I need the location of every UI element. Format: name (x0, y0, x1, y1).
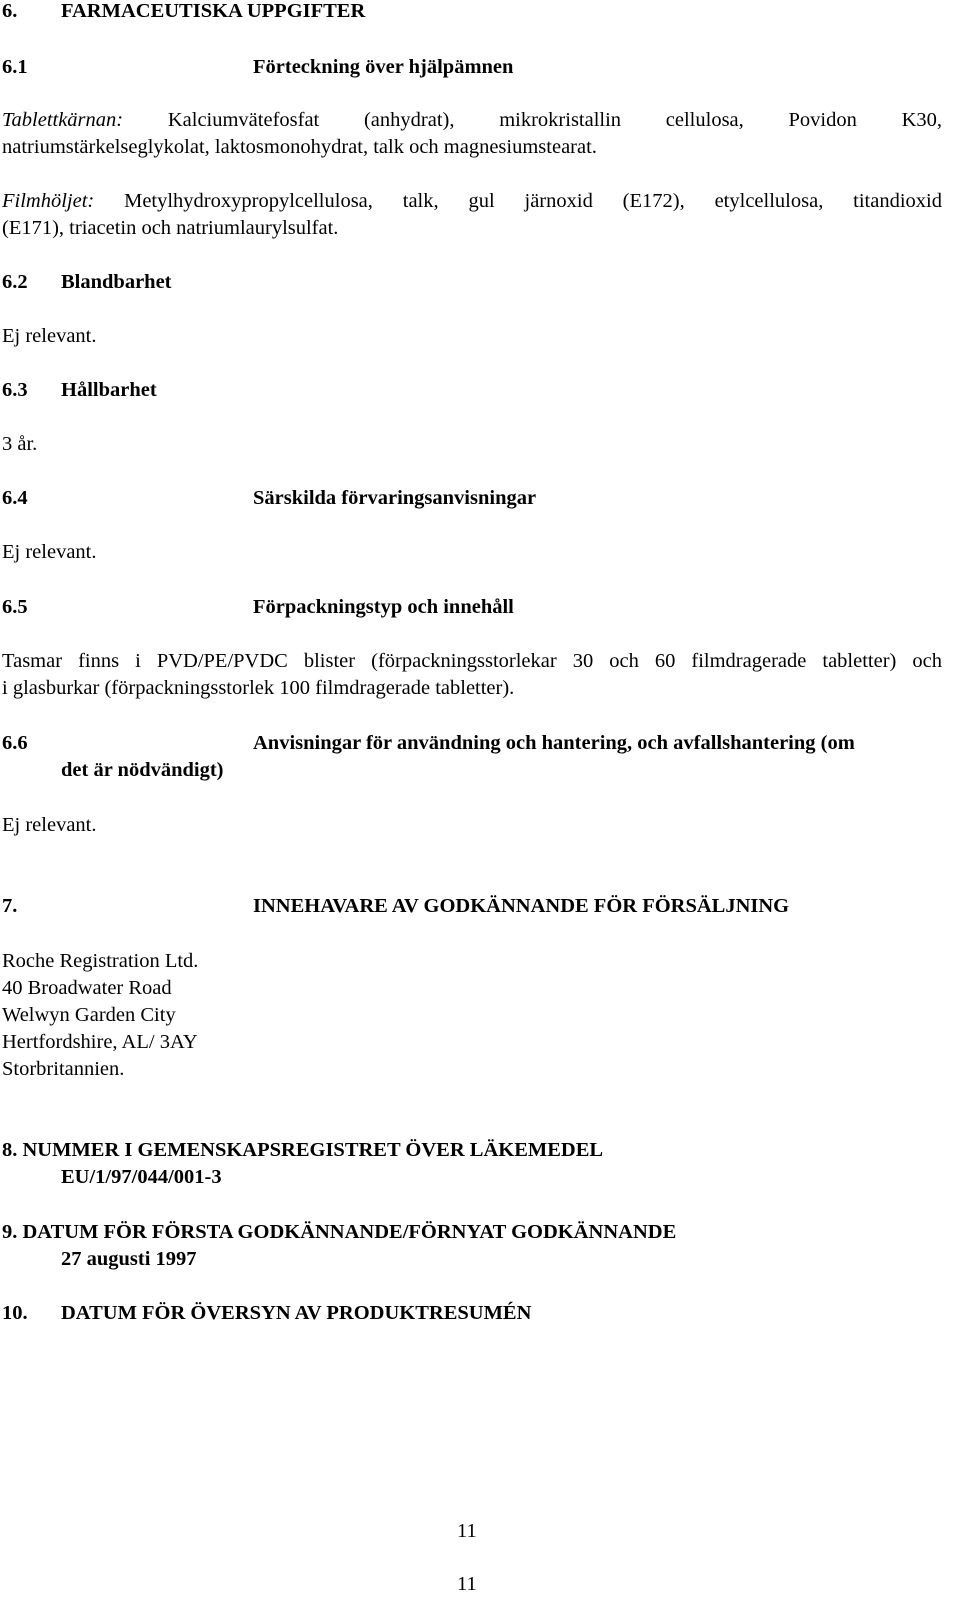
section-6-4-title: Särskilda förvaringsanvisningar (253, 487, 537, 509)
section-8-heading: 8. NUMMER I GEMENSKAPSREGISTRET ÖVER LÄKEMEDEL (2, 1139, 604, 1161)
section-9-value: 27 augusti 1997 (61, 1248, 197, 1270)
section-6-5-line-1: Tasmar finns i PVD/PE/PVDC blister (förpackningsstorlekar 30 och 60 filmdragerade tabletter) och (2, 650, 942, 672)
section-6-5-line-2: i glasburkar (förpackningsstorlek 100 filmdragerade tabletter). (2, 677, 515, 699)
address-line: Hertfordshire, AL/ 3AY (2, 1031, 198, 1053)
section-6-3-title: Hållbarhet (61, 379, 157, 401)
section-6-6-title-line-2: det är nödvändigt) (61, 759, 224, 781)
section-6-4-text: Ej relevant. (2, 541, 97, 563)
address-line: 40 Broadwater Road (2, 977, 172, 999)
section-6-2-text: Ej relevant. (2, 325, 97, 347)
excipients-film-line-1 (2, 188, 942, 215)
section-9-heading: 9. DATUM FÖR FÖRSTA GODKÄNNANDE/FÖRNYAT GODKÄNNANDE (2, 1221, 677, 1243)
film-label: Filmhöljet: (2, 190, 95, 212)
section-6-1-number: 6.1 (2, 56, 28, 78)
section-6-4-number: 6.4 (2, 487, 28, 509)
excipients-core-line-1 (2, 107, 942, 134)
core-text-1: Kalciumvätefosfat (anhydrat), mikrokristallin cellulosa, Povidon K30, (167, 109, 942, 131)
section-6-title: FARMACEUTISKA UPPGIFTER (61, 0, 366, 22)
section-6-6-text: Ej relevant. (2, 814, 97, 836)
section-6-3-text: 3 år. (2, 433, 38, 455)
section-6-number: 6. (2, 0, 18, 22)
film-text-1: Metylhydroxypropylcellulosa, talk, gul järnoxid (E172), etylcellulosa, titandioxid (124, 190, 942, 212)
section-6-1-title: Förteckning över hjälpämnen (253, 56, 514, 78)
address-line: Roche Registration Ltd. (2, 950, 199, 972)
section-6-6-title-line-1: Anvisningar för användning och hantering, och avfallshantering (om (253, 732, 855, 754)
core-label: Tablettkärnan: (2, 109, 124, 131)
section-7-number: 7. (2, 895, 18, 917)
address-line: Welwyn Garden City (2, 1004, 176, 1026)
section-6-2-number: 6.2 (2, 271, 28, 293)
section-6-3-number: 6.3 (2, 379, 28, 401)
section-10-number: 10. (2, 1302, 28, 1324)
address-line: Storbritannien. (2, 1058, 125, 1080)
section-8-value: EU/1/97/044/001-3 (61, 1166, 222, 1188)
page-number: 11 (457, 1573, 477, 1595)
excipients-core-line-2: natriumstärkelseglykolat, laktosmonohydrat, talk och magnesiumstearat. (2, 136, 597, 158)
page-number: 11 (457, 1520, 477, 1542)
section-10-title: DATUM FÖR ÖVERSYN AV PRODUKTRESUMÉN (61, 1302, 532, 1324)
section-6-5-number: 6.5 (2, 596, 28, 618)
section-6-5-title: Förpackningstyp och innehåll (253, 596, 514, 618)
section-6-2-title: Blandbarhet (61, 271, 172, 293)
excipients-film-line-2: (E171), triacetin och natriumlaurylsulfat. (2, 217, 339, 239)
section-7-title: INNEHAVARE AV GODKÄNNANDE FÖR FÖRSÄLJNING (253, 895, 790, 917)
section-6-6-number: 6.6 (2, 732, 28, 754)
